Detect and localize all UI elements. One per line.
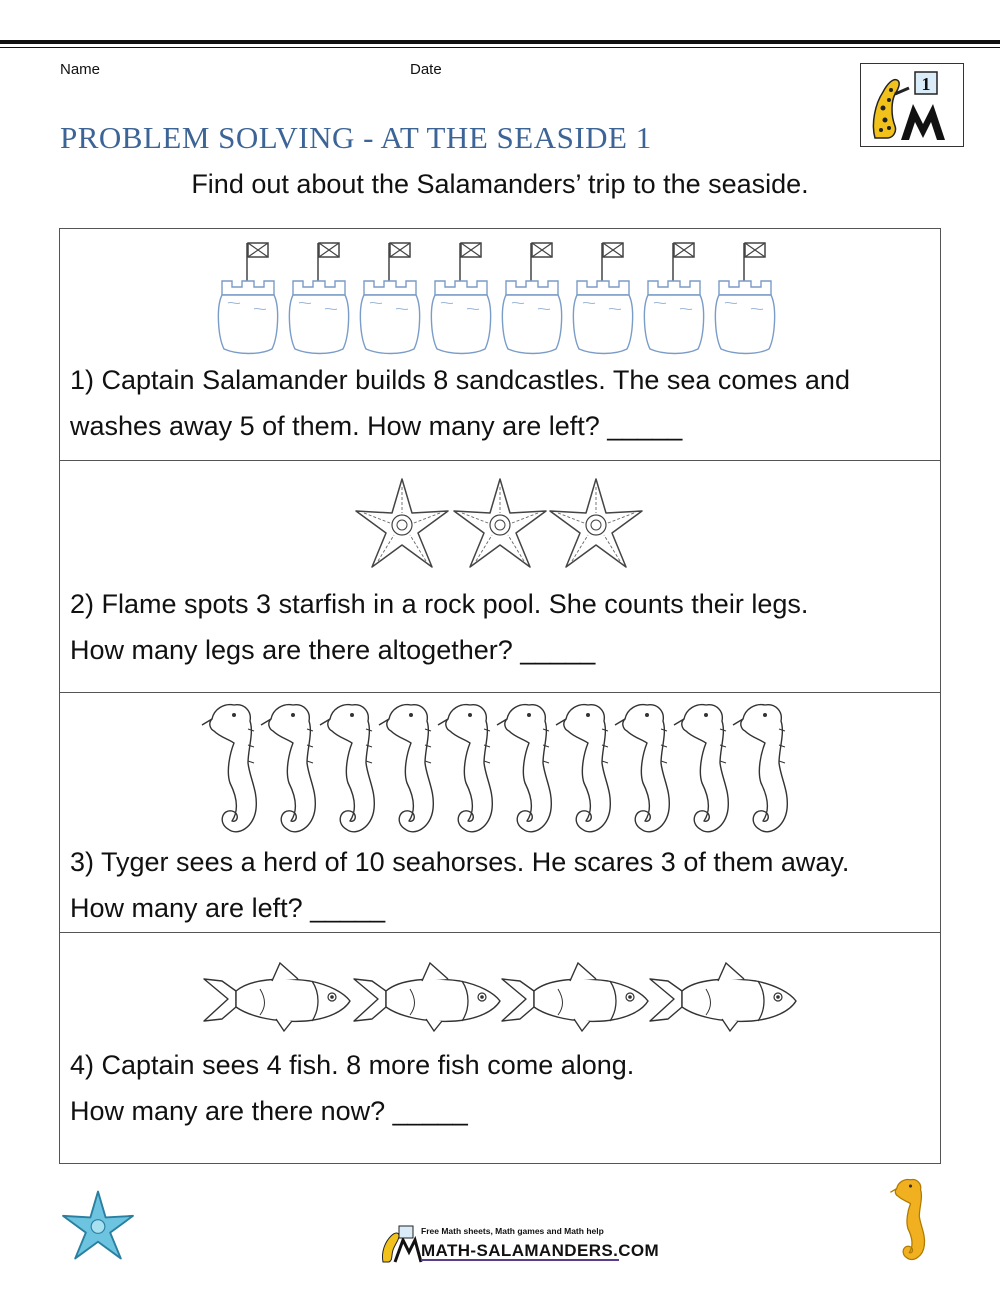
- seahorse-footer-icon: [886, 1176, 930, 1264]
- fish-2: [354, 963, 500, 1031]
- seahorse-1: [202, 705, 256, 832]
- problem-3-text: [70, 839, 849, 931]
- grade-logo: [860, 63, 964, 147]
- sandcastle-1: [218, 243, 277, 354]
- page-subtitle: Find out about the Salamanders’ trip to the seaside.: [191, 169, 809, 199]
- problem-1-text: [70, 357, 850, 449]
- problem-1-line-1: 1) Captain Salamander builds 8 sandcastles. The sea comes and: [70, 365, 850, 395]
- seahorse-pictures: [60, 693, 940, 843]
- problem-2-text: [70, 581, 808, 673]
- starfish-1: [356, 479, 448, 567]
- problem-2: [60, 461, 940, 693]
- page-title: PROBLEM SOLVING - AT THE SEASIDE 1: [60, 120, 652, 155]
- sandcastle-8: [715, 243, 774, 354]
- problems-box: [59, 228, 941, 1164]
- sandcastle-7: [644, 243, 703, 354]
- footer-tagline: Free Math sheets, Math games and Math help: [421, 1226, 604, 1236]
- starfish-2: [454, 479, 546, 567]
- problem-2-line-1: 2) Flame spots 3 starfish in a rock pool. She counts their legs.: [70, 589, 809, 619]
- fish-pictures: [60, 953, 940, 1043]
- sandcastle-2: [289, 243, 348, 354]
- seahorse-4: [379, 705, 433, 832]
- problem-4-line-2: How many are there now? _____: [70, 1096, 468, 1126]
- seahorse-3: [320, 705, 374, 832]
- problem-4-line-1: 4) Captain sees 4 fish. 8 more fish come along.: [70, 1050, 635, 1080]
- fish-1: [204, 963, 350, 1031]
- seahorse-2: [261, 705, 315, 832]
- seahorse-5: [438, 705, 492, 832]
- problem-4: [60, 933, 940, 1163]
- seahorse-9: [674, 705, 728, 832]
- problem-4-text: [70, 1042, 634, 1134]
- top-rule-thin: [0, 47, 1000, 48]
- starfish-3: [550, 479, 642, 567]
- name-label: Name: [60, 61, 101, 78]
- seahorse-10: [733, 705, 787, 832]
- sandcastle-6: [573, 243, 632, 354]
- problem-3-line-2: How many are left? _____: [70, 893, 386, 923]
- starfish-footer-icon: [60, 1188, 136, 1262]
- fish-4: [650, 963, 796, 1031]
- site-footer[interactable]: [377, 1222, 660, 1271]
- problem-3-line-1: 3) Tyger sees a herd of 10 seahorses. He scares 3 of them away.: [70, 847, 850, 877]
- date-label: Date: [410, 61, 442, 78]
- problem-2-line-2: How many legs are there altogether? _____: [70, 635, 596, 665]
- footer-site: MATH-SALAMANDERS.COM: [421, 1241, 660, 1260]
- sandcastle-5: [502, 243, 561, 354]
- seahorse-6: [497, 705, 551, 832]
- problem-1-line-2: washes away 5 of them. How many are left? _____: [70, 411, 683, 441]
- sandcastle-4: [431, 243, 490, 354]
- grade-number: 1: [921, 74, 931, 94]
- sandcastle-3: [360, 243, 419, 354]
- starfish-pictures: [60, 475, 940, 585]
- salamander-icon: [873, 80, 909, 138]
- seahorse-7: [556, 705, 610, 832]
- m-letter-icon: [901, 104, 945, 140]
- top-rule: [0, 40, 1000, 44]
- fish-3: [502, 963, 648, 1031]
- problem-1: [60, 229, 940, 461]
- sandcastle-pictures: [60, 237, 940, 357]
- seahorse-8: [615, 705, 669, 832]
- problem-3: [60, 693, 940, 933]
